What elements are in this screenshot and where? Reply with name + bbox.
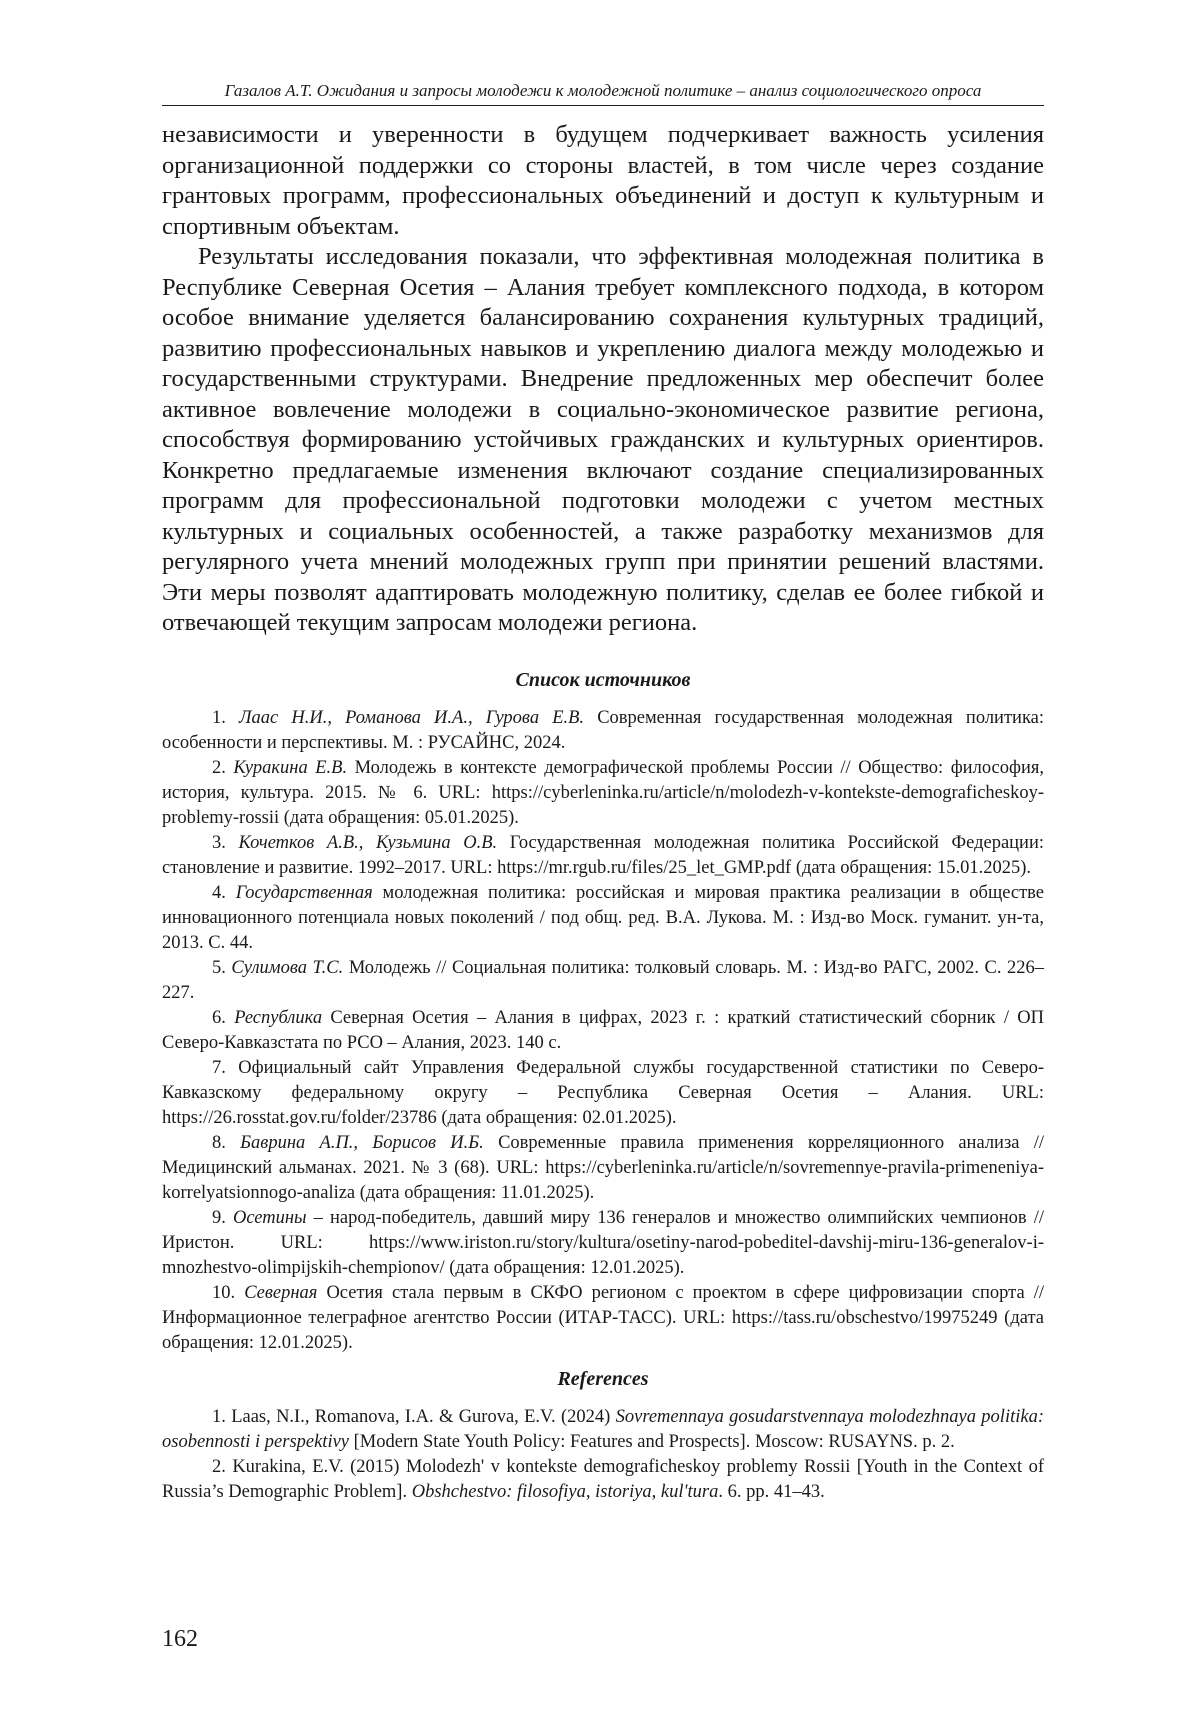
running-header: Газалов А.Т. Ожидания и запросы молодежи к молодежной политике – анализ социологического опроса <box>162 80 1044 106</box>
source-item: 9. Осетины – народ-победитель, давший миру 136 генералов и множество олимпийских чемпионов // Иристон. URL: https://www.iriston.ru/story/kultura/osetiny-narod-pobeditel-davshij-miru-136-generalov-i-mnozhestvo-olimpijskih-chempionov/ (дата обращения: 12.01.2025). <box>162 1207 1044 1278</box>
source-item: 2. Куракина Е.В. Молодежь в контексте демографической проблемы России // Общество: философия, история, культура. 2015. № 6. URL: https://cyberleninka.ru/article/n/molodezh-v-kontekste-demograficheskoy-problemy-rossii (дата обращения: 05.01.2025). <box>162 757 1045 828</box>
source-item: 4. Государственная молодежная политика: российская и мировая практика реализации в обществе инновационного потенциала новых поколений / под общ. ред. В.А. Лукова. М. : Изд-во Моск. гуманит. ун-та, 2013. С. 44. <box>162 882 1045 953</box>
sources-list <box>162 706 1044 1356</box>
body-paragraph: независимости и уверенности в будущем подчеркивает важность усиления организационной поддержки со стороны властей, в том числе через создание грантовых программ, профессиональных объединений и доступ к культурным и спортивным объектам. <box>162 121 1044 240</box>
source-item: 6. Республика Северная Осетия – Алания в цифрах, 2023 г. : краткий статистический сборник / ОП Северо-Кавказстата по РСО – Алания, 2023. 140 с. <box>162 1007 1045 1053</box>
sources-heading: Список источников <box>515 668 691 691</box>
source-item: 10. Северная Осетия стала первым в СКФО регионом с проектом в сфере цифровизации спорта // Информационное телеграфное агентство России (ИТАР-ТАСС). URL: https://tass.ru/obschestvo/19975249 (дата обращения: 12.01.2025). <box>162 1282 1045 1353</box>
source-item: 1. Лаас Н.И., Романова И.А., Гурова Е.В. Современная государственная молодежная политика: особенности и перспективы. М. : РУСАЙНС, 2024. <box>162 707 1045 753</box>
page-number: 162 <box>162 1626 198 1652</box>
reference-item: 1. Laas, N.I., Romanova, I.A. & Gurova, E.V. (2024) Sovremennaya gosudarstvennaya molodezhnaya politika: osobennosti i perspektivy [Modern State Youth Policy: Features and Prospects]. Moscow: RUSAYNS. p. 2. <box>162 1406 1044 1452</box>
source-item: 8. Баврина А.П., Борисов И.Б. Современные правила применения корреляционного анализа // Медицинский альманах. 2021. № 3 (68). URL: https://cyberleninka.ru/article/n/sovremennye-pravila-primeneniya-korrelyatsionnogo-analiza (дата обращения: 11.01.2025). <box>162 1132 1045 1203</box>
references-list <box>162 1405 1044 1505</box>
source-item: 3. Кочетков А.В., Кузьмина О.В. Государственная молодежная политика Российской Федерации: становление и развитие. 1992–2017. URL: https://mr.rgub.ru/files/25_let_GMP.pdf (дата обращения: 15.01.2025). <box>162 832 1045 878</box>
article-page <box>162 80 1044 1505</box>
body-paragraph: Результаты исследования показали, что эффективная молодежная политика в Республике Северная Осетия – Алания требует комплексного подхода, в котором особое внимание уделяется балансированию сохранения культурных традиций, развитию профессиональных навыков и укреплению диалога между молодежью и государственными структурами. Внедрение предложенных мер обеспечит более активное вовлечение молодежи в социально-экономическое развитие региона, способствуя формированию устойчивых гражданских и культурных ориентиров. Конкретно предлагаемые изменения включают создание специализированных программ для профессиональной подготовки молодежи с учетом местных культурных и социальных особенностей, а также разработку механизмов для регулярного учета мнений молодежных групп при принятии решений властями. Эти меры позволят адаптировать молодежную политику, сделав ее более гибкой и отвечающей текущим запросам молодежи региона. <box>162 243 1044 636</box>
body-text <box>162 120 1044 639</box>
reference-item: 2. Kurakina, E.V. (2015) Molodezh' v kontekste demograficheskoy problemy Rossii [Youth in the Context of Russia’s Demographic Problem]. Obshchestvo: filosofiya, istoriya, kul'tura. 6. pp. 41–43. <box>162 1456 1044 1502</box>
source-item: 7. Официальный сайт Управления Федеральной службы государственной статистики по Северо-Кавказскому федеральному округу – Республика Северная Осетия – Алания. URL: https://26.rosstat.gov.ru/folder/23786 (дата обращения: 02.01.2025). <box>162 1057 1045 1128</box>
references-heading: References <box>557 1367 649 1390</box>
source-item: 5. Сулимова Т.С. Молодежь // Социальная политика: толковый словарь. М. : Изд-во РАГС, 2002. С. 226–227. <box>162 957 1044 1003</box>
